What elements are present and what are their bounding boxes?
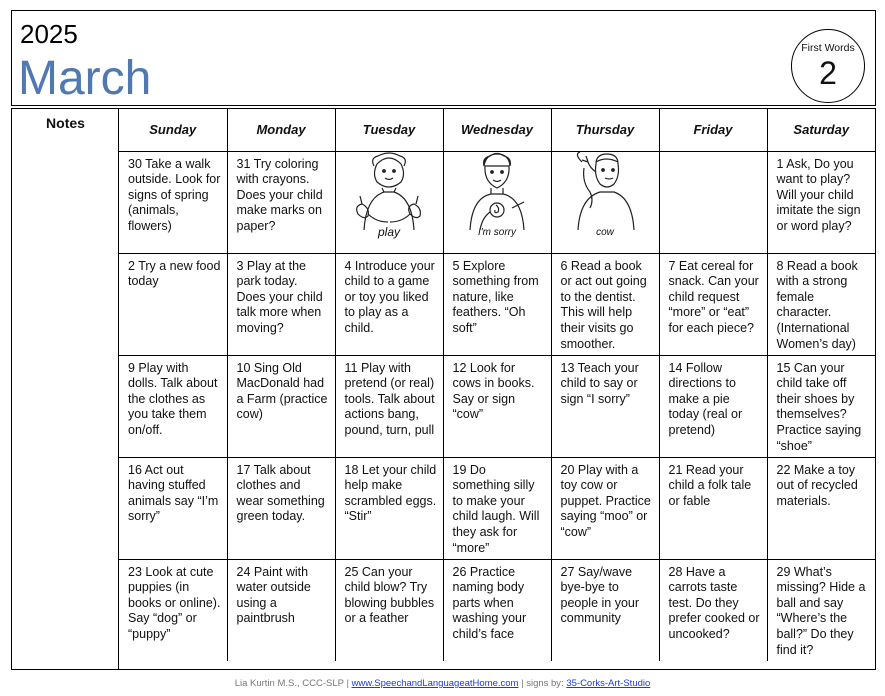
notes-column xyxy=(12,109,119,669)
day-cell: 10 Sing Old MacDonald had a Farm (practice cow) xyxy=(227,355,335,457)
sign-cell xyxy=(335,151,443,253)
day-cell: 27 Say/wave bye-bye to people in your community xyxy=(551,559,659,661)
day-header-tuesday: Tuesday xyxy=(335,109,443,151)
day-cell: 11 Play with pretend (or real) tools. Talk about actions bang, pound, turn, pull xyxy=(335,355,443,457)
day-header-thursday: Thursday xyxy=(551,109,659,151)
day-cell: 30 Take a walk outside. Look for signs of spring (animals, flowers) xyxy=(119,151,227,253)
day-header-monday: Monday xyxy=(227,109,335,151)
sign-caption-cow: cow xyxy=(596,227,614,238)
day-cell: 20 Play with a toy cow or puppet. Practice saying “moo” or “cow” xyxy=(551,457,659,559)
notes-label: Notes xyxy=(46,115,85,131)
badge-number: 2 xyxy=(819,55,837,91)
week-row xyxy=(119,355,875,457)
first-words-badge xyxy=(791,29,865,103)
sign-cell xyxy=(551,151,659,253)
day-cell: 31 Try coloring with crayons. Does your child make marks on paper? xyxy=(227,151,335,253)
sign-illustration-cow xyxy=(552,152,659,244)
day-cell: 4 Introduce your child to a game or toy you liked to play as a child. xyxy=(335,253,443,355)
day-cell: 22 Make a toy out of recycled materials. xyxy=(767,457,875,559)
day-cell: 23 Look at cute puppies (in books or online). Say “dog” or “puppy” xyxy=(119,559,227,661)
signs-credit-link[interactable]: 35-Corks-Art-Studio xyxy=(566,678,651,689)
day-cell: 15 Can your child take off their shoes by themselves? Practice saying “shoe” xyxy=(767,355,875,457)
weekday-header-row xyxy=(119,109,875,151)
cow-sign-icon xyxy=(560,152,650,230)
week-row xyxy=(119,253,875,355)
day-header-sunday: Sunday xyxy=(119,109,227,151)
day-header-friday: Friday xyxy=(659,109,767,151)
day-cell: 6 Read a book or act out going to the dentist. This will help their visits go smoother. xyxy=(551,253,659,355)
day-cell: 26 Practice naming body parts when washing your child’s face xyxy=(443,559,551,661)
day-cell: 17 Talk about clothes and wear something green today. xyxy=(227,457,335,559)
day-cell: 21 Read your child a folk tale or fable xyxy=(659,457,767,559)
sign-illustration-im-sorry xyxy=(444,152,551,244)
day-cell xyxy=(659,151,767,253)
calendar-grid xyxy=(11,108,876,670)
week-row xyxy=(119,457,875,559)
sign-caption-play: play xyxy=(377,224,400,239)
play-sign-icon xyxy=(344,152,434,230)
day-cell: 13 Teach your child to say or sign “I sorry” xyxy=(551,355,659,457)
day-header-wednesday: Wednesday xyxy=(443,109,551,151)
week-row xyxy=(119,559,875,661)
sign-illustration-play xyxy=(336,152,443,244)
day-cell: 9 Play with dolls. Talk about the clothes as you take them on/off. xyxy=(119,355,227,457)
sign-caption-im-sorry: I'm sorry xyxy=(477,227,517,238)
day-cell: 2 Try a new food today xyxy=(119,253,227,355)
day-cell: 14 Follow directions to make a pie today (real or pretend) xyxy=(659,355,767,457)
im-sorry-sign-icon xyxy=(452,152,542,230)
day-cell: 16 Act out having stuffed animals say “I’m sorry” xyxy=(119,457,227,559)
day-cell: 24 Paint with water outside using a paintbrush xyxy=(227,559,335,661)
author-credit: Lia Kurtin M.S., CCC-SLP xyxy=(234,678,344,689)
day-cell: 7 Eat cereal for snack. Can your child request “more” or “eat” for each piece? xyxy=(659,253,767,355)
day-cell: 18 Let your child help make scrambled eggs. “Stir” xyxy=(335,457,443,559)
day-cell: 5 Explore something from nature, like feathers. “Oh soft” xyxy=(443,253,551,355)
day-cell: 3 Play at the park today. Does your child talk more when moving? xyxy=(227,253,335,355)
day-cell: 19 Do something silly to make your child laugh. Will they ask for “more” xyxy=(443,457,551,559)
sign-cell xyxy=(443,151,551,253)
day-cell: 28 Have a carrots taste test. Do they prefer cooked or uncooked? xyxy=(659,559,767,661)
footer-separator: | xyxy=(521,678,524,689)
day-cell: 25 Can your child blow? Try blowing bubbles or a feather xyxy=(335,559,443,661)
badge-label: First Words xyxy=(801,42,855,54)
week-row xyxy=(119,151,875,253)
day-cell: 1 Ask, Do you want to play? Will your child imitate the sign or word play? xyxy=(767,151,875,253)
day-cell: 8 Read a book with a strong female character. (International Women’s day) xyxy=(767,253,875,355)
day-cell: 29 What’s missing? Hide a ball and say “Where’s the ball?” Do they find it? xyxy=(767,559,875,661)
signs-credit-label: signs by: xyxy=(526,678,564,689)
month-title: March xyxy=(18,52,152,105)
footer-separator: | xyxy=(346,678,349,689)
footer xyxy=(0,678,885,689)
website-link[interactable]: www.SpeechandLanguageatHome.com xyxy=(351,678,519,689)
calendar-table xyxy=(119,109,875,661)
day-header-saturday: Saturday xyxy=(767,109,875,151)
year-label: 2025 xyxy=(20,19,78,49)
calendar-header xyxy=(11,10,876,106)
day-cell: 12 Look for cows in books. Say or sign “cow” xyxy=(443,355,551,457)
